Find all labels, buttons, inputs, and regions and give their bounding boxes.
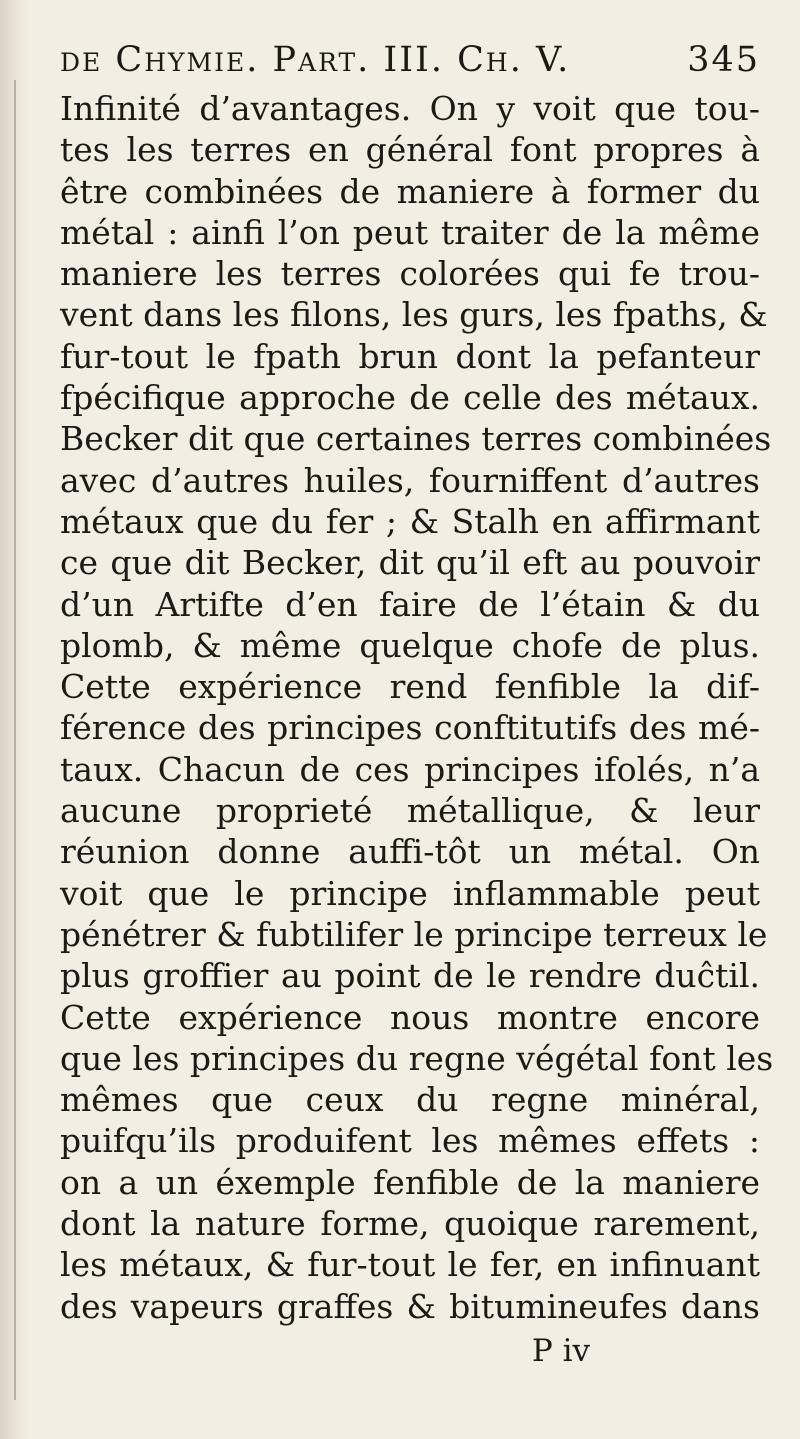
signature-mark: P iv bbox=[531, 1332, 590, 1369]
text-line: ce que dit Becker, dit qu’il eft au pouvoir bbox=[60, 543, 760, 583]
text-line: puifqu’ils produifent les mêmes effets : bbox=[60, 1121, 760, 1161]
text-line: plomb, & même quelque chofe de plus. bbox=[60, 625, 760, 665]
text-line: mêmes que ceux du regne minéral, bbox=[60, 1080, 760, 1120]
text-line: tes les terres en général font propres à bbox=[60, 130, 760, 170]
text-line: que les principes du regne végétal font les bbox=[60, 1038, 774, 1078]
text-line: voit que le principe inflammable peut bbox=[60, 873, 760, 913]
text-line: fpécifique approche de celle des métaux. bbox=[60, 378, 760, 418]
binding-shadow-line bbox=[14, 80, 16, 1400]
text-line: métal : ainfi l’on peut traiter de la même bbox=[60, 212, 760, 252]
text-line: Cette expérience nous montre encore bbox=[60, 997, 760, 1037]
text-line: dont la nature forme, quoique rarement, bbox=[60, 1204, 760, 1244]
text-line: vent dans les filons, les gurs, les fpaths, & bbox=[60, 295, 768, 335]
text-line: être combinées de maniere à former du bbox=[60, 171, 760, 211]
text-line: fur-tout le fpath brun dont la pefanteur bbox=[60, 336, 760, 376]
page-number: 345 bbox=[687, 40, 760, 80]
text-line: aucune proprieté métallique, & leur bbox=[60, 791, 760, 831]
text-line: réunion donne auffi-tôt un métal. On bbox=[60, 832, 760, 872]
text-line: avec d’autres huiles, fourniffent d’autres bbox=[60, 460, 760, 500]
text-line: des vapeurs graffes & bitumineufes dans bbox=[60, 1286, 760, 1326]
running-head bbox=[60, 40, 760, 88]
text-line: métaux que du fer ; & Stalh en affirmant bbox=[60, 501, 760, 541]
text-line: plus groffier au point de le rendre duĉtil. bbox=[60, 956, 760, 996]
text-line: Infinité d’avantages. On y voit que tou- bbox=[60, 89, 760, 128]
text-line: Becker dit que certaines terres combinées bbox=[60, 419, 772, 459]
text-line: maniere les terres colorées qui fe trou- bbox=[60, 254, 760, 294]
text-line: les métaux, & fur-tout le fer, en infinuant bbox=[60, 1245, 760, 1285]
text-line: férence des principes conftitutifs des mé- bbox=[60, 708, 760, 748]
body-text bbox=[60, 88, 774, 1327]
text-line: on a un éxemple fenfible de la maniere bbox=[60, 1162, 760, 1202]
book-page bbox=[60, 40, 774, 1369]
text-line: d’un Artifte d’en faire de l’étain & du bbox=[60, 584, 760, 624]
text-line: taux. Chacun de ces principes ifolés, n’a bbox=[60, 749, 760, 789]
text-line: pénétrer & fubtilifer le principe terreux le bbox=[60, 914, 768, 954]
running-title: de Chymie. Part. III. Ch. V. bbox=[60, 40, 571, 80]
text-line: Cette expérience rend fenfible la dif- bbox=[60, 667, 760, 707]
